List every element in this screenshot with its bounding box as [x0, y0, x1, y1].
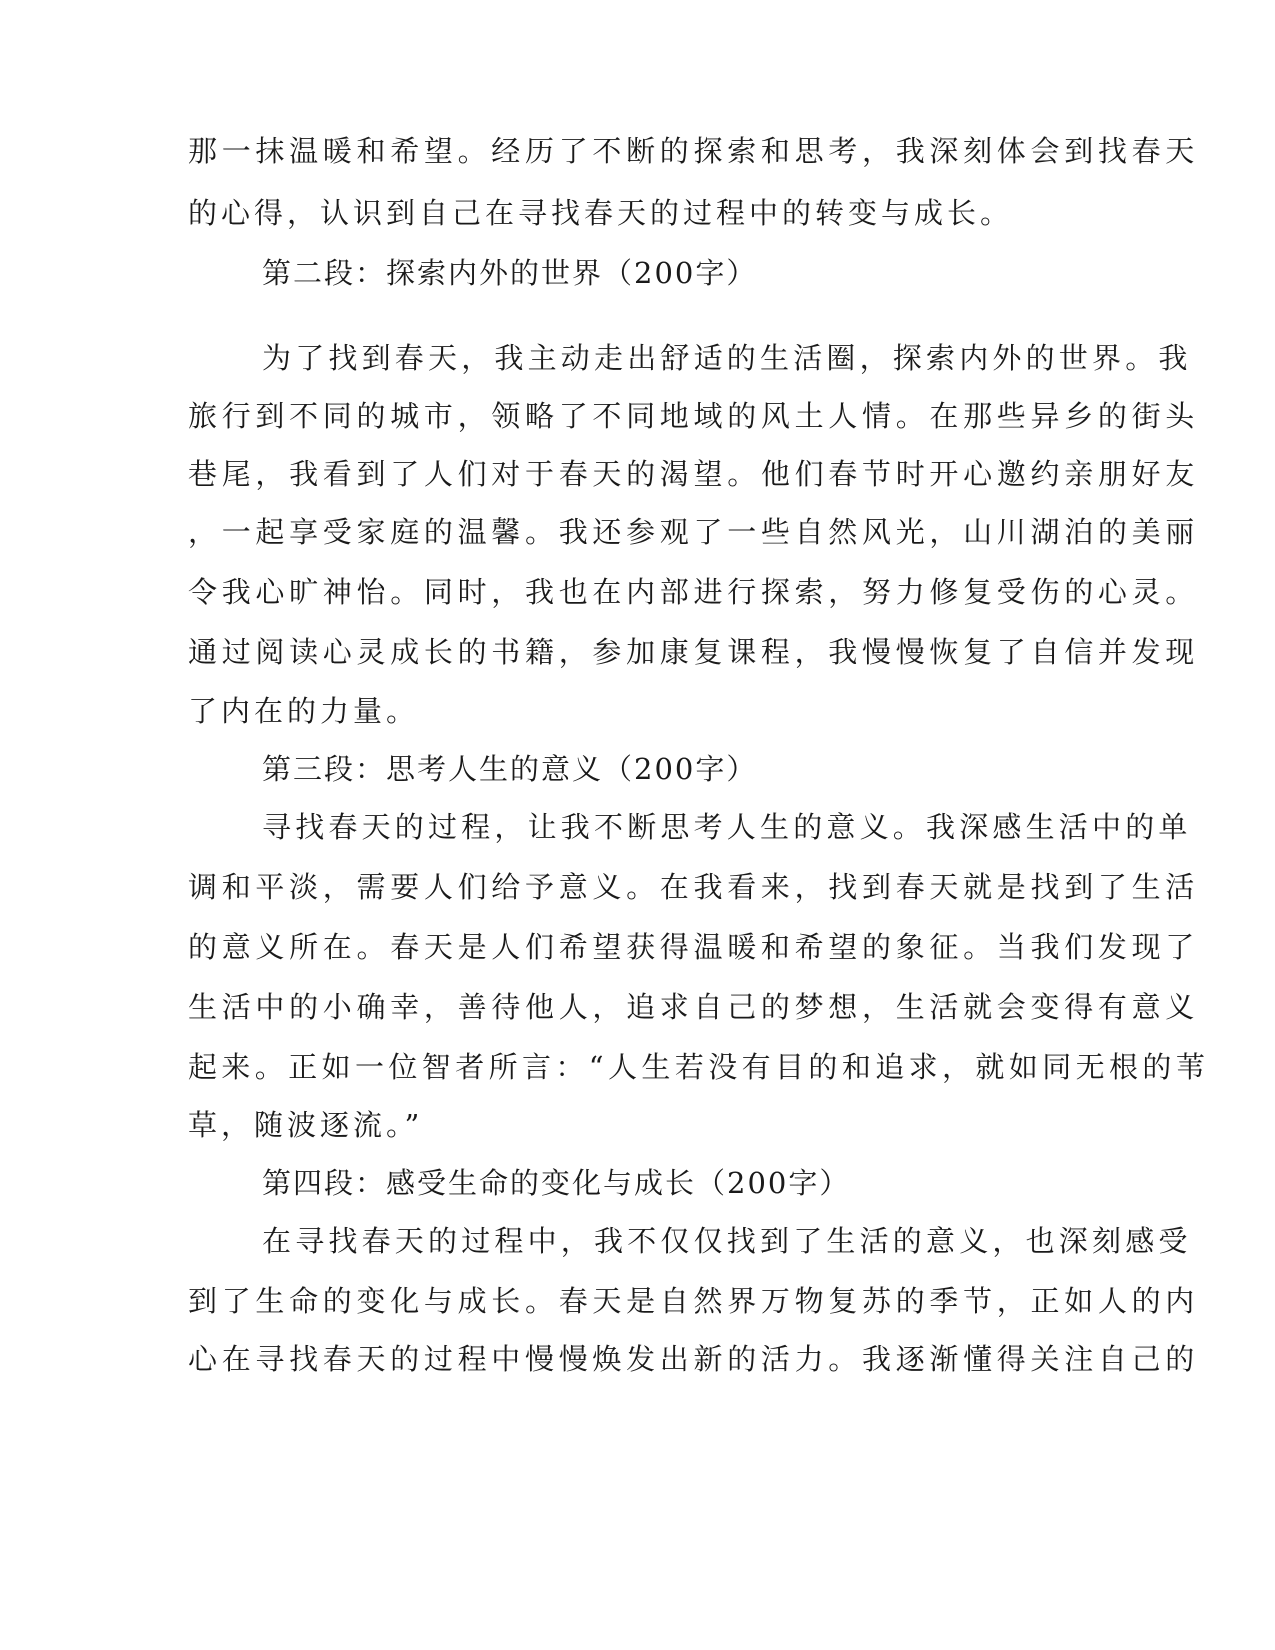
text-line: 通过阅读心灵成长的书籍，参加康复课程，我慢慢恢复了自信并发现 — [188, 635, 1200, 669]
section-heading: 第四段：感受生命的变化与成长（200字） — [262, 1166, 851, 1200]
text-line: 起来。正如一位智者所言：“人生若没有目的和追求，就如同无根的苇 — [188, 1050, 1210, 1084]
text-line: 寻找春天的过程，让我不断思考人生的意义。我深感生活中的单 — [262, 810, 1192, 844]
text-line: 那一抹温暖和希望。经历了不断的探索和思考，我深刻体会到找春天 — [188, 134, 1200, 168]
section-heading: 第三段：思考人生的意义（200字） — [262, 752, 758, 786]
text-line: 在寻找春天的过程中，我不仅仅找到了生活的意义，也深刻感受 — [262, 1224, 1192, 1258]
text-line: 旅行到不同的城市，领略了不同地域的风土人情。在那些异乡的街头 — [188, 399, 1200, 433]
text-line: 到了生命的变化与成长。春天是自然界万物复苏的季节，正如人的内 — [188, 1284, 1200, 1318]
text-line: 的心得，认识到自己在寻找春天的过程中的转变与成长。 — [188, 196, 1014, 230]
section-heading: 第二段：探索内外的世界（200字） — [262, 256, 758, 290]
text-line: 生活中的小确幸，善待他人，追求自己的梦想，生活就会变得有意义 — [188, 990, 1200, 1024]
text-line: 调和平淡，需要人们给予意义。在我看来，找到春天就是找到了生活 — [188, 870, 1200, 904]
text-line: 的意义所在。春天是人们希望获得温暖和希望的象征。当我们发现了 — [188, 930, 1200, 964]
text-line: 令我心旷神怡。同时，我也在内部进行探索，努力修复受伤的心灵。 — [188, 575, 1200, 609]
text-line: 了内在的力量。 — [188, 694, 420, 728]
text-line: 巷尾，我看到了人们对于春天的渴望。他们春节时开心邀约亲朋好友 — [188, 457, 1200, 491]
text-line: 心在寻找春天的过程中慢慢焕发出新的活力。我逐渐懂得关注自己的 — [188, 1342, 1200, 1376]
text-line: 草，随波逐流。” — [188, 1108, 424, 1142]
text-line: ，一起享受家庭的温馨。我还参观了一些自然风光，山川湖泊的美丽 — [188, 515, 1200, 549]
text-line: 为了找到春天，我主动走出舒适的生活圈，探索内外的世界。我 — [262, 341, 1192, 375]
